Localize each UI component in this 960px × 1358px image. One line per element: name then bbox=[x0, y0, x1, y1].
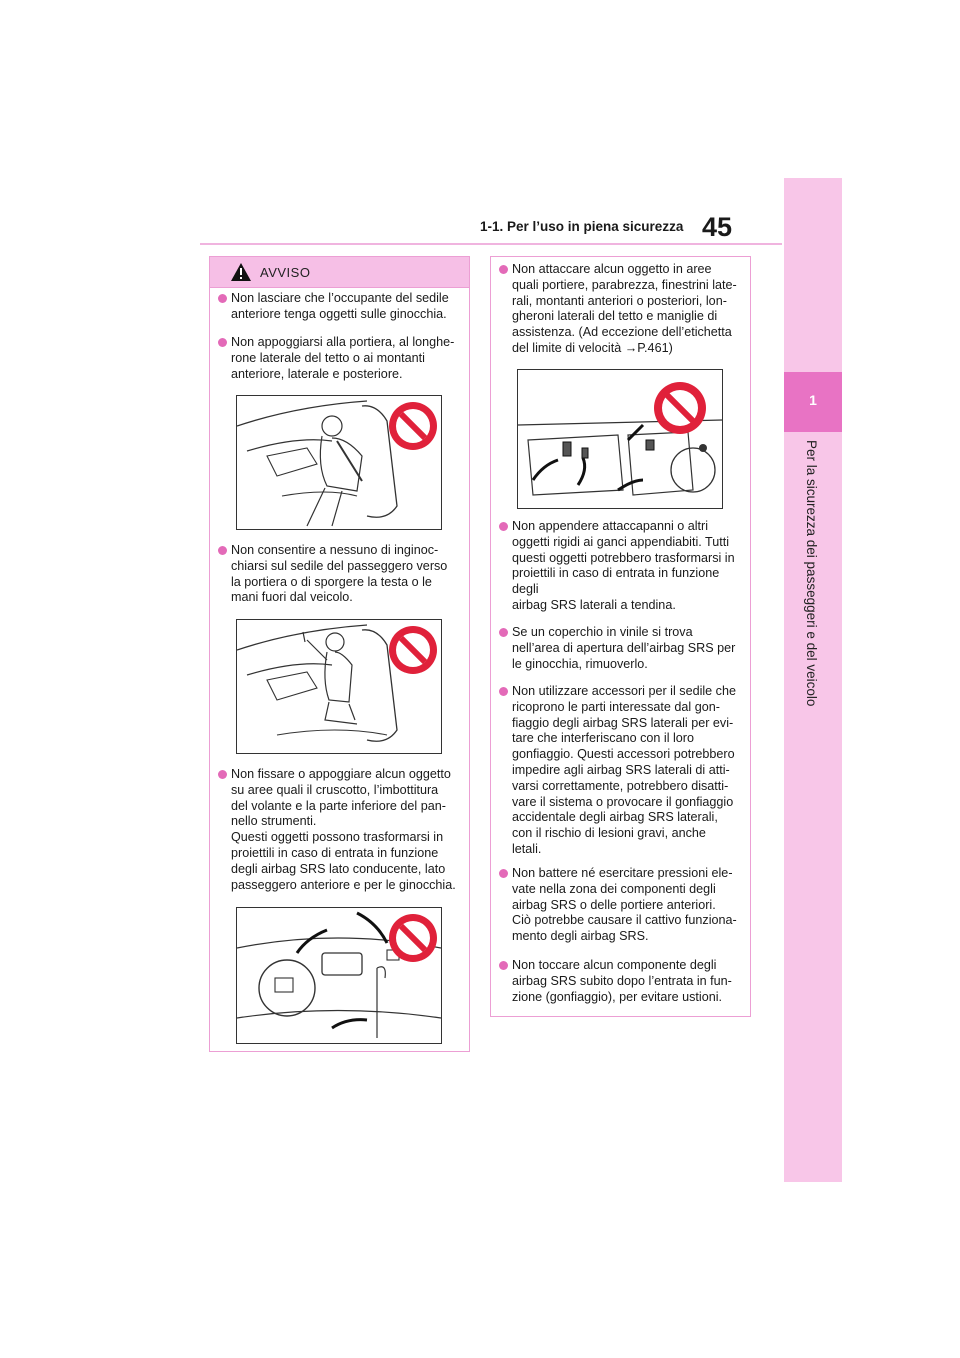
list-item-text: Non appoggiarsi alla portiera, al longhe- rone laterale del tetto o ai montanti anteriore, laterale e posteriore. bbox=[231, 335, 455, 381]
list-item bbox=[499, 958, 745, 1005]
list-item-text: Se un coperchio in vinile si trova nell’area di apertura dell’airbag SRS per le ginocchia, rimuoverlo. bbox=[512, 625, 736, 671]
illustration-svg bbox=[237, 396, 441, 529]
bullet-dot-icon bbox=[499, 265, 508, 274]
list-item bbox=[499, 684, 745, 858]
illustration-windshield-objects bbox=[517, 369, 723, 509]
header-rule bbox=[200, 243, 782, 245]
illustration-kneeling-passenger bbox=[236, 619, 442, 754]
list-item bbox=[218, 291, 464, 323]
list-item bbox=[499, 519, 745, 614]
warning-title: AVVISO bbox=[260, 265, 311, 280]
page-number: 45 bbox=[702, 212, 733, 242]
list-item-text: Non attaccare alcun oggetto in aree quali portiere, parabrezza, finestrini late- rali, montanti anteriori o posteriori, lon- gheroni laterali del tetto e maniglie di assistenza. (Ad eccezione dell’etichetta del limite di velocità →P.461) bbox=[512, 262, 737, 355]
chapter-title-wrap bbox=[784, 440, 842, 740]
list-item bbox=[499, 262, 745, 357]
list-item bbox=[218, 767, 464, 893]
list-item bbox=[499, 625, 745, 672]
bullet-dot-icon bbox=[499, 961, 508, 970]
list-item bbox=[218, 543, 464, 606]
list-item-text: Non fissare o appoggiare alcun oggetto su aree quali il cruscotto, l’imbottitura del volante e la parte inferiore del pan- nello strumenti. Questi oggetti possono trasformarsi in proiettili in caso di entrata in funzione degli airbag SRS lato conducente, lato passeggero anteriore e per le ginocchia. bbox=[231, 767, 456, 892]
chapter-title: Per la sicurezza dei passeggeri e del veicolo bbox=[804, 440, 819, 707]
bullet-dot-icon bbox=[499, 687, 508, 696]
section-title: 1-1. Per l’uso in piena sicurezza bbox=[480, 219, 684, 234]
list-item bbox=[499, 866, 745, 945]
illustration-svg bbox=[237, 620, 441, 753]
warning-triangle-icon bbox=[230, 262, 252, 282]
bullet-dot-icon bbox=[499, 869, 508, 878]
list-item-text: Non battere né esercitare pressioni ele- vate nella zona dei componenti degli airbag SRS o delle portiere anteriori. Ciò potrebbe causare il cattivo funziona- mento degli airbag SRS. bbox=[512, 866, 737, 944]
bullet-dot-icon bbox=[218, 294, 227, 303]
warning-panel-right bbox=[490, 256, 751, 1017]
bullet-dot-icon bbox=[499, 522, 508, 531]
illustration-leaning-on-door bbox=[236, 395, 442, 530]
warning-panel-left bbox=[209, 256, 470, 1052]
bullet-dot-icon bbox=[218, 546, 227, 555]
list-item-text: Non toccare alcun componente degli airbag SRS subito dopo l’entrata in fun- zione (gonfiaggio), per evitare ustioni. bbox=[512, 958, 732, 1004]
illustration-dashboard-objects bbox=[236, 907, 442, 1044]
bullet-dot-icon bbox=[218, 770, 227, 779]
illustration-svg bbox=[237, 908, 441, 1043]
bullet-dot-icon bbox=[499, 628, 508, 637]
list-item-text: Non utilizzare accessori per il sedile che ricoprono le parti interessate dal gon- fiaggio degli airbag SRS laterali per evi- tare che interferiscano con il loro gonfiaggio. Questi accessori potrebbero impedire agli airbag SRS laterali di atti- varsi correttamente, potrebbero disatti- vare il sistema o provocare il gonfiaggio accidentale degli airbag SRS laterali, con il rischio di lesioni gravi, anche letali. bbox=[512, 684, 736, 856]
bullet-dot-icon bbox=[218, 338, 227, 347]
chapter-marker bbox=[784, 372, 842, 432]
list-item-text: Non appendere attaccapanni o altri oggetti rigidi ai ganci appendiabiti. Tutti questi oggetti potrebbero trasformarsi in proiettili in caso di entrata in funzione degli airbag SRS laterali a tendina. bbox=[512, 519, 735, 612]
list-item-text: Non consentire a nessuno di inginoc- chiarsi sul sedile del passeggero verso la portiera o di sporgere la testa o le mani fuori dal veicolo. bbox=[231, 543, 448, 605]
warning-header bbox=[210, 257, 469, 288]
list-item bbox=[218, 335, 464, 382]
illustration-svg bbox=[518, 370, 722, 508]
chapter-number: 1 bbox=[809, 392, 817, 408]
list-item-text: Non lasciare che l’occupante del sedile anteriore tenga oggetti sulle ginocchia. bbox=[231, 291, 449, 321]
